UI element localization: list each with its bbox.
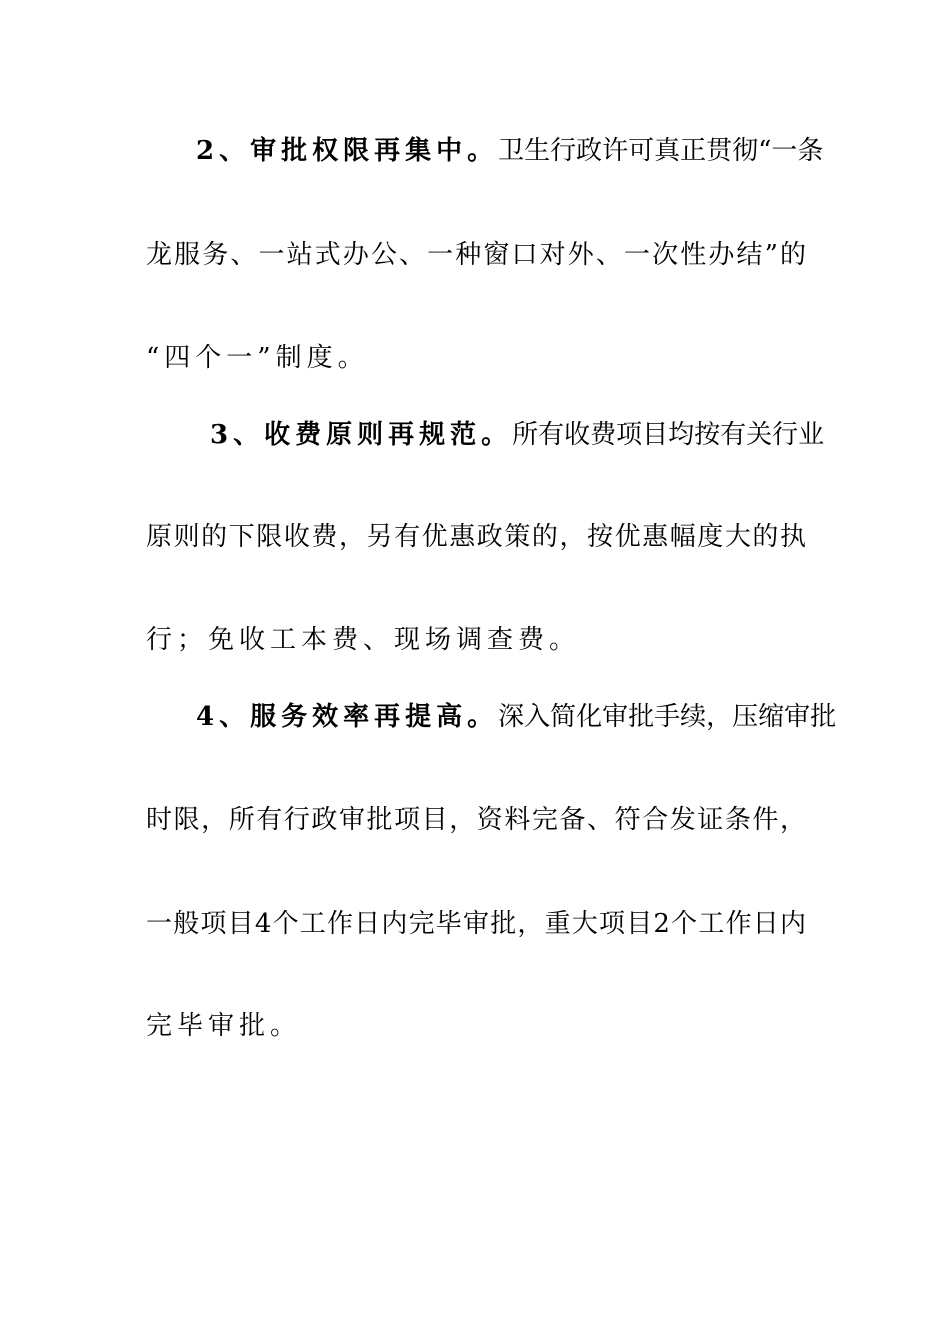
paragraph-3-line-3: 行；免收工本费、现场调查费。: [146, 625, 581, 655]
paragraph-3-text: 所有收费项目均按有关行业: [512, 420, 825, 450]
paragraph-2-line-2: 龙服务、一站式办公、一种窗口对外、一次性办结”的: [146, 240, 806, 270]
paragraph-2-heading: 2、审批权限再集中。: [196, 136, 499, 166]
paragraph-4-text: 深入简化审批手续，压缩审批: [498, 702, 837, 732]
paragraph-4-line-1: [196, 702, 837, 732]
paragraph-3-line-1: [210, 420, 825, 450]
paragraph-3-heading: 3、收费原则再规范。: [210, 420, 513, 450]
paragraph-2-line-3: “四个一”制度。: [146, 343, 369, 373]
paragraph-2-line-1: [196, 136, 824, 166]
paragraph-4-line-2: 时限，所有行政审批项目，资料完备、符合发证条件，: [146, 805, 806, 835]
paragraph-4-line-4: 完毕审批。: [146, 1011, 302, 1041]
paragraph-3-line-2: 原则的下限收费，另有优惠政策的，按优惠幅度大的执: [146, 522, 806, 552]
paragraph-4-heading: 4、服务效率再提高。: [196, 702, 499, 732]
paragraph-2-text: 卫生行政许可真正贯彻“一条: [498, 136, 824, 166]
paragraph-4-line-3: 一般项目4个工作日内完毕审批，重大项目2个工作日内: [146, 909, 806, 939]
